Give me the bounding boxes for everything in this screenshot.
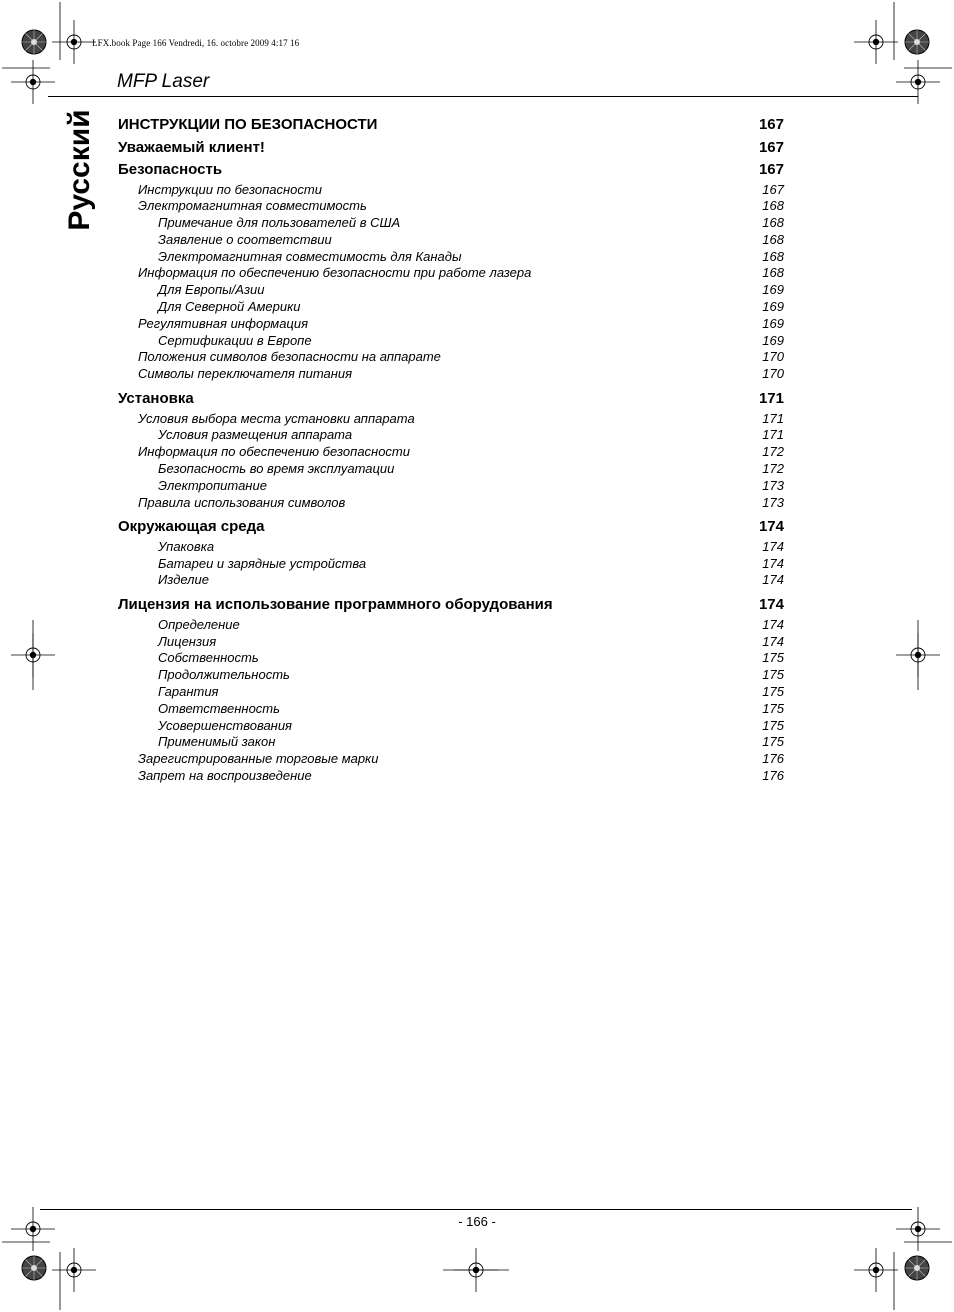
toc-title: Окружающая среда xyxy=(118,518,265,536)
toc-entry xyxy=(118,182,784,199)
toc-title: Лицензия на использование программного оборудования xyxy=(118,596,553,614)
toc-page: 174 xyxy=(762,538,784,554)
toc-entry xyxy=(118,556,784,573)
toc-entry xyxy=(118,316,784,333)
toc-entry xyxy=(118,718,784,735)
toc-page: 175 xyxy=(762,717,784,733)
toc-page: 169 xyxy=(762,282,784,298)
toc-entry xyxy=(118,751,784,768)
toc-entry xyxy=(118,427,784,444)
toc-title: Лицензия xyxy=(158,633,217,649)
toc-page: 169 xyxy=(762,332,784,348)
toc-page: 167 xyxy=(762,181,784,197)
toc-title: Электромагнитная совместимость xyxy=(138,198,367,214)
toc-entry xyxy=(118,444,784,461)
toc-entry xyxy=(118,768,784,785)
toc-page: 170 xyxy=(762,366,784,382)
toc-title: Информация по обеспечению безопасности xyxy=(138,444,410,460)
toc-page: 168 xyxy=(762,248,784,264)
toc-entry xyxy=(118,249,784,266)
toc-page: 174 xyxy=(762,555,784,571)
toc-title: Изделие xyxy=(158,572,209,588)
toc-title: Уважаемый клиент! xyxy=(118,138,265,156)
footer-rule xyxy=(40,1209,912,1210)
toc-page: 176 xyxy=(762,767,784,783)
toc-entry xyxy=(118,478,784,495)
toc-entry xyxy=(118,734,784,751)
header-rule xyxy=(48,96,918,97)
toc-page: 175 xyxy=(762,650,784,666)
toc-entry xyxy=(118,572,784,589)
toc-title: Заявление о соответствии xyxy=(158,231,332,247)
toc-title: Условия размещения аппарата xyxy=(158,427,353,443)
toc-page: 168 xyxy=(762,231,784,247)
print-info: LFX.book Page 166 Vendredi, 16. octobre 2009 4:17 16 xyxy=(92,38,300,48)
toc-page: 173 xyxy=(762,494,784,510)
toc-title: ИНСТРУКЦИИ ПО БЕЗОПАСНОСТИ xyxy=(118,116,378,133)
toc-page: 174 xyxy=(762,572,784,588)
toc-entry xyxy=(118,684,784,701)
toc-entry xyxy=(118,701,784,718)
toc-page: 175 xyxy=(762,683,784,699)
toc-page: 176 xyxy=(762,751,784,767)
toc-title: Установка xyxy=(118,390,194,408)
toc-page: 168 xyxy=(762,265,784,281)
toc-entry xyxy=(118,495,784,512)
toc-page: 169 xyxy=(762,299,784,315)
toc-title: Инструкции по безопасности xyxy=(138,181,322,197)
toc-title: Запрет на воспроизведение xyxy=(138,767,312,783)
toc-entry xyxy=(118,299,784,316)
toc-title: Регулятивная информация xyxy=(138,315,309,331)
toc-section xyxy=(118,594,784,617)
toc-page: 173 xyxy=(762,477,784,493)
toc-title: Применимый закон xyxy=(158,734,276,750)
toc-page: 167 xyxy=(758,161,784,178)
toc-title: Символы переключателя питания xyxy=(138,366,353,382)
page-number: - 166 - xyxy=(458,1214,496,1229)
toc-title: Электромагнитная совместимость для Канады xyxy=(158,248,462,264)
toc-entry xyxy=(118,667,784,684)
toc-title: Ответственность xyxy=(158,700,280,716)
toc-entry xyxy=(118,282,784,299)
toc-title: Гарантия xyxy=(158,683,219,699)
toc-entry xyxy=(118,411,784,428)
toc-title: Сертификации в Европе xyxy=(158,332,312,348)
toc-entry xyxy=(118,333,784,350)
toc-title: Зарегистрированные торговые марки xyxy=(138,751,379,767)
toc-entry xyxy=(118,349,784,366)
toc-section xyxy=(118,516,784,539)
toc-section xyxy=(118,159,784,182)
toc-page: 168 xyxy=(762,215,784,231)
toc-page: 175 xyxy=(762,700,784,716)
toc-page: 169 xyxy=(762,315,784,331)
toc-entry xyxy=(118,461,784,478)
toc-title: Определение xyxy=(158,616,240,632)
toc-title: Условия выбора места установки аппарата xyxy=(138,410,415,426)
toc-entry xyxy=(118,650,784,667)
toc-page: 174 xyxy=(762,616,784,632)
toc-page: 174 xyxy=(758,518,784,536)
toc-section xyxy=(118,388,784,411)
toc-page: 167 xyxy=(758,116,784,133)
toc-entry xyxy=(118,366,784,383)
toc-entry xyxy=(118,539,784,556)
toc-page: 172 xyxy=(762,444,784,460)
toc-title: Собственность xyxy=(158,650,259,666)
toc-entry xyxy=(118,265,784,282)
table-of-contents xyxy=(118,114,784,785)
toc-title: Безопасность xyxy=(118,161,223,178)
toc-page: 175 xyxy=(762,734,784,750)
toc-page: 171 xyxy=(762,410,784,426)
toc-page: 175 xyxy=(762,667,784,683)
toc-page: 174 xyxy=(758,596,784,614)
toc-entry xyxy=(118,215,784,232)
toc-page: 171 xyxy=(762,427,784,443)
toc-title: Информация по обеспечению безопасности при работе лазера xyxy=(138,265,532,281)
toc-section xyxy=(118,114,784,137)
toc-title: Примечание для пользователей в США xyxy=(158,215,401,231)
toc-page: 172 xyxy=(762,460,784,476)
toc-entry xyxy=(118,617,784,634)
toc-title: Безопасность во время эксплуатации xyxy=(158,460,395,476)
header-title: MFP Laser xyxy=(117,71,210,92)
toc-title: Продолжительность xyxy=(158,667,290,683)
toc-page: 174 xyxy=(762,633,784,649)
toc-page: 168 xyxy=(762,198,784,214)
toc-title: Положения символов безопасности на аппарате xyxy=(138,349,441,365)
toc-title: Для Северной Америки xyxy=(158,299,301,315)
toc-section xyxy=(118,137,784,160)
toc-page: 171 xyxy=(758,390,784,408)
toc-title: Электропитание xyxy=(158,477,267,493)
toc-page: 170 xyxy=(762,349,784,365)
toc-entry xyxy=(118,198,784,215)
language-label: Русский xyxy=(63,109,96,231)
toc-entry xyxy=(118,634,784,651)
toc-page: 167 xyxy=(758,138,784,156)
toc-title: Батареи и зарядные устройства xyxy=(158,555,367,571)
toc-title: Для Европы/Азии xyxy=(158,282,265,298)
toc-title: Правила использования символов xyxy=(138,494,346,510)
language-tab xyxy=(60,109,100,231)
toc-title: Усовершенствования xyxy=(158,717,293,733)
toc-title: Упаковка xyxy=(158,538,215,554)
toc-entry xyxy=(118,232,784,249)
